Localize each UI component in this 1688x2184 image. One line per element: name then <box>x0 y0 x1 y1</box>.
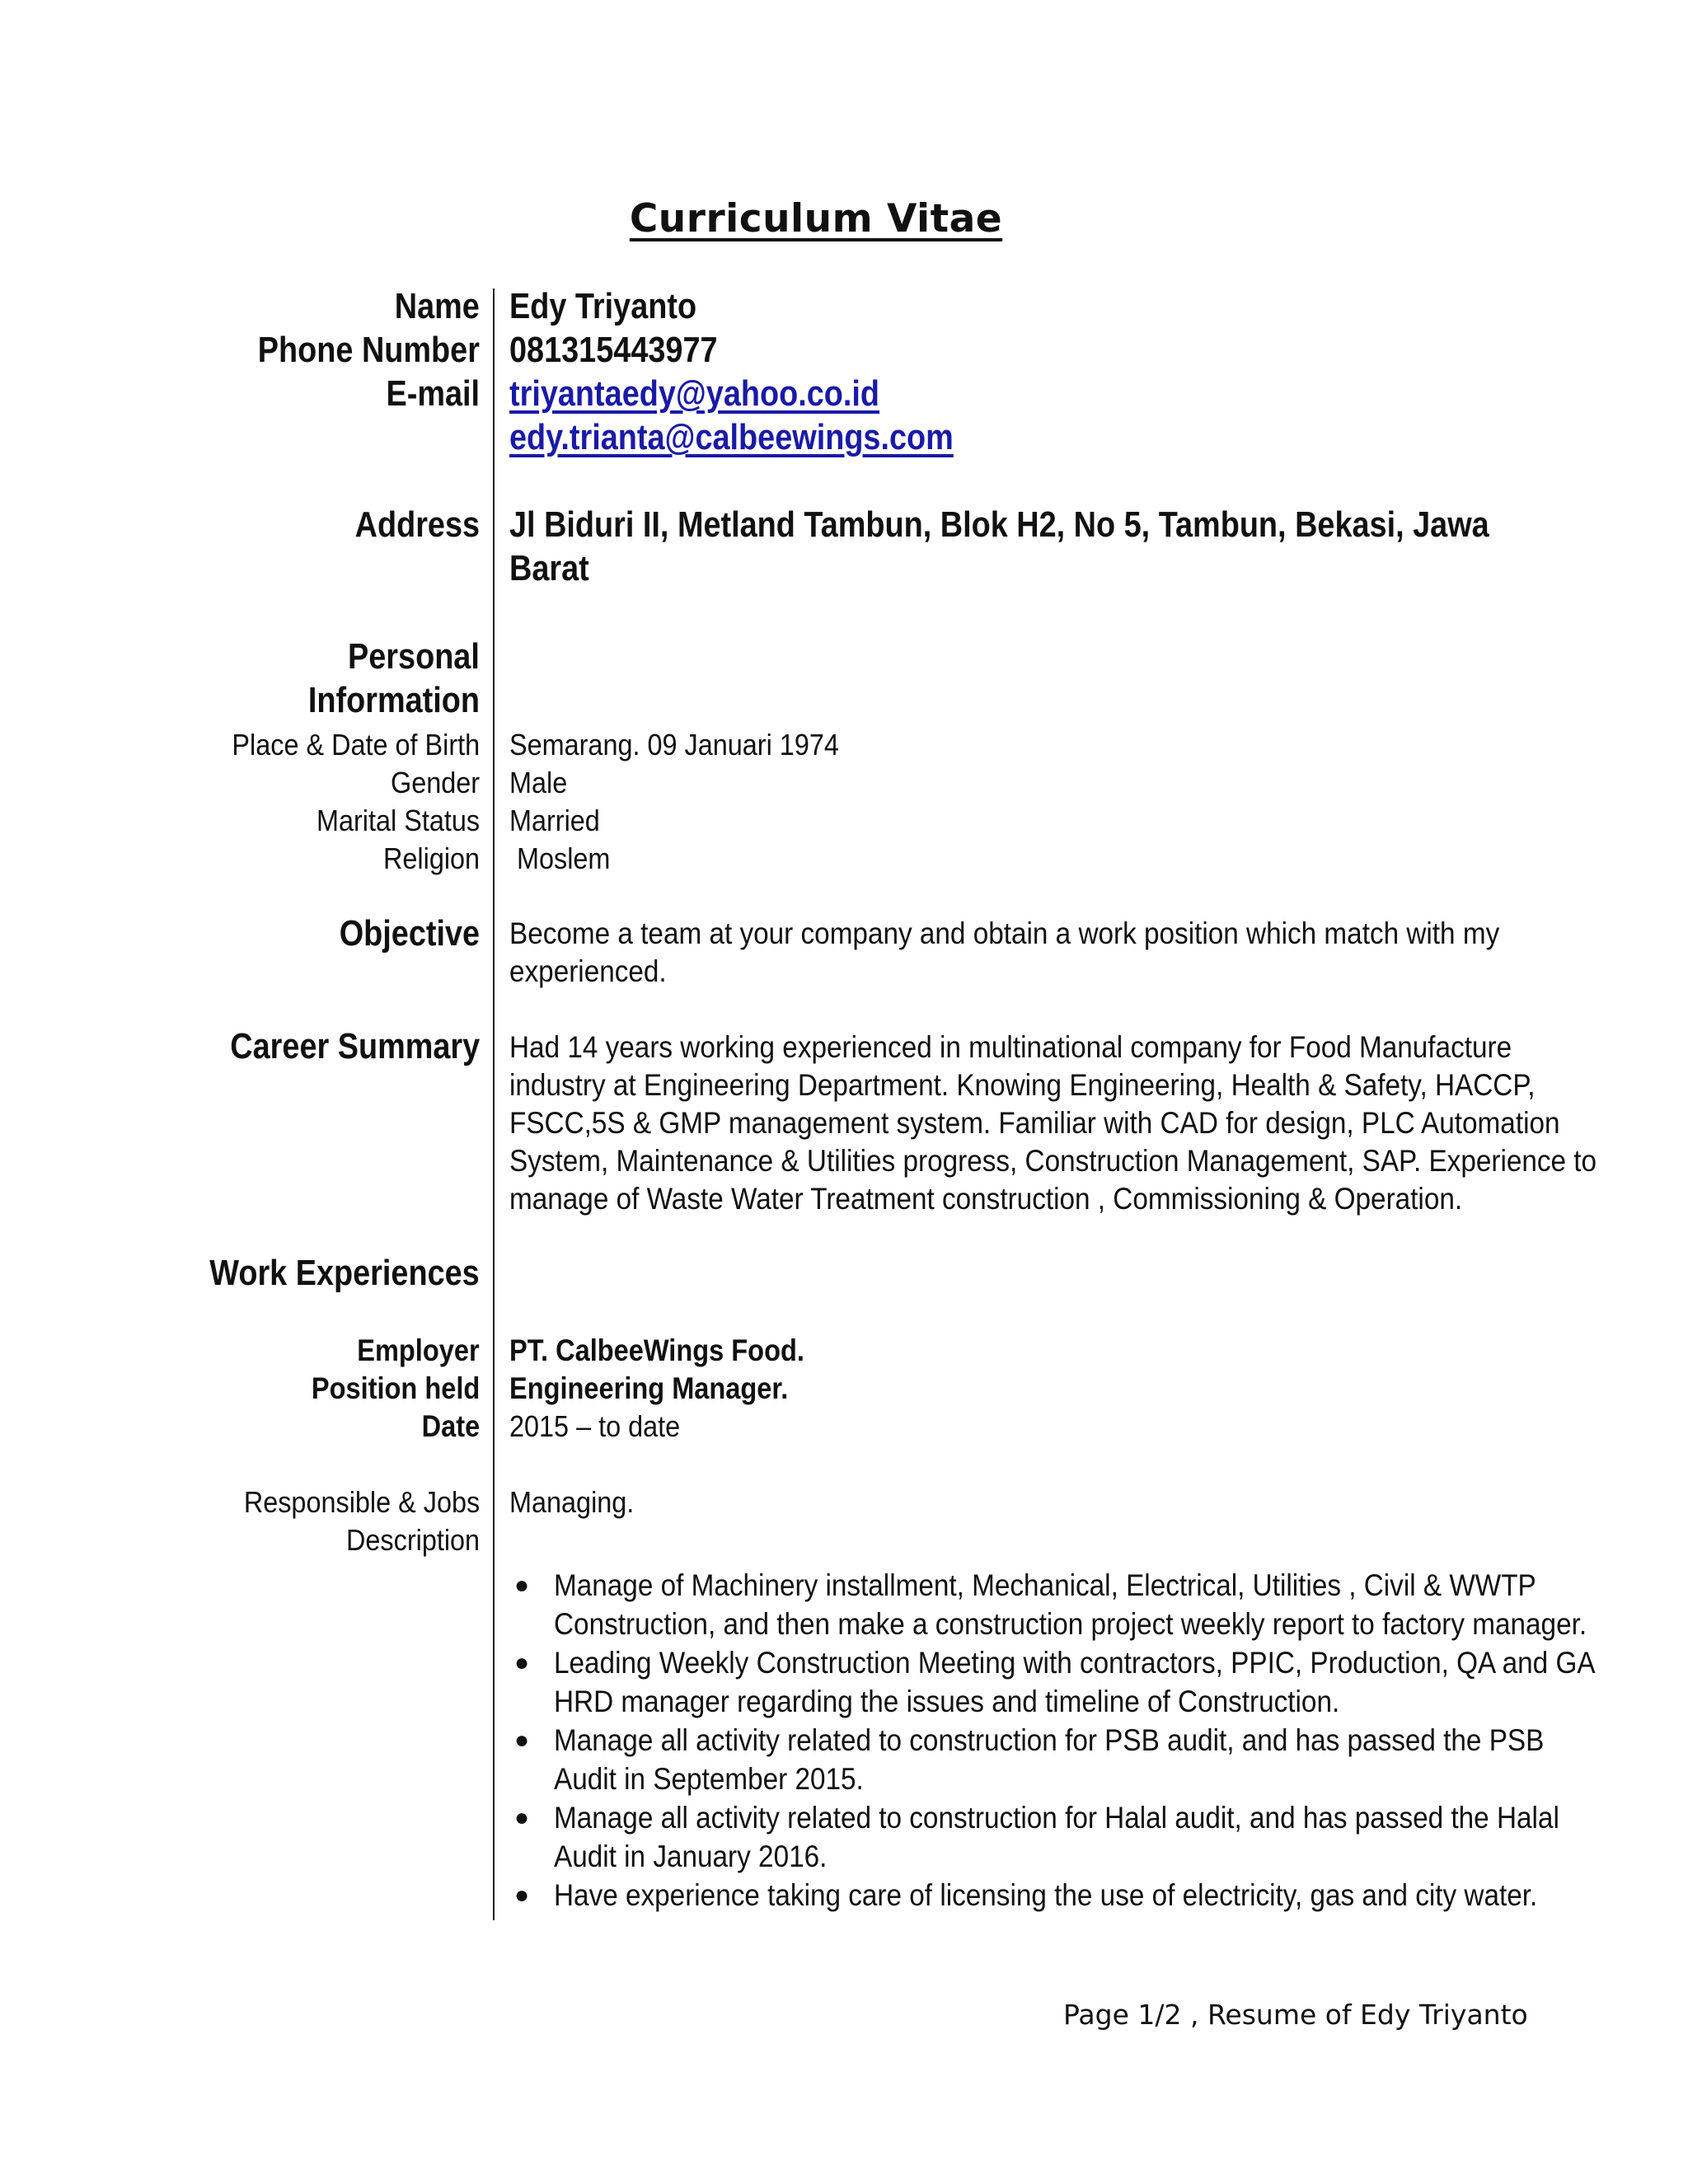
phone-value: 081315443977 <box>509 330 718 370</box>
religion-label: Religion <box>382 841 480 875</box>
bullet-2-line-1: Leading Weekly Construction Meeting with contractors, PPIC, Production, QA and GA <box>554 1646 1596 1680</box>
column-divider <box>493 288 495 1920</box>
career-line-4: System, Maintenance & Utilities progress, Construction Management, SAP. Experience to <box>509 1144 1597 1178</box>
name-label: Name <box>394 286 480 326</box>
career-summary-label: Career Summary <box>230 1026 480 1066</box>
objective-line-1: Become a team at your company and obtain a work position which match with my <box>509 916 1500 950</box>
position-value: Engineering Manager. <box>509 1371 789 1405</box>
list-item <box>509 1566 1688 1643</box>
marital-status-value: Married <box>509 804 600 837</box>
career-line-2: industry at Engineering Department. Knowing Engineering, Health & Safety, HACCP, <box>509 1068 1536 1102</box>
address-line-1: Jl Biduri II, Metland Tambun, Blok H2, No 5, Tambun, Bekasi, Jawa <box>509 504 1489 545</box>
objective-text <box>509 915 1563 991</box>
objective-line-2: experienced. <box>509 954 667 988</box>
list-item <box>509 1798 1688 1876</box>
bullet-icon: ● <box>514 1804 530 1831</box>
address-label: Address <box>354 504 480 545</box>
responsibilities-intro: Managing. <box>509 1485 635 1519</box>
bullet-icon: ● <box>514 1572 530 1599</box>
bullet-1-line-2: Construction, and then make a construction project weekly report to factory manager. <box>554 1607 1587 1641</box>
personal-heading-line-1: Personal <box>348 636 480 677</box>
bullet-2-line-2: HRD manager regarding the issues and timeline of Construction. <box>554 1685 1340 1718</box>
document-title: Curriculum Vitae <box>629 196 1003 241</box>
date-value: 2015 – to date <box>509 1409 681 1443</box>
email-link-yahoo[interactable]: triyantaedy@yahoo.co.id <box>509 373 880 414</box>
birth-label: Place & Date of Birth <box>232 728 480 762</box>
phone-label: Phone Number <box>257 330 480 370</box>
birth-value: Semarang. 09 Januari 1974 <box>509 728 839 762</box>
marital-status-label: Marital Status <box>316 804 480 837</box>
bullet-4-line-1: Manage all activity related to construction for Halal audit, and has passed the Halal <box>554 1801 1559 1835</box>
work-experiences-heading: Work Experiences <box>209 1253 480 1293</box>
career-line-1: Had 14 years working experienced in multinational company for Food Manufacture <box>509 1030 1512 1064</box>
date-label: Date <box>421 1409 480 1443</box>
bullet-4-line-2: Audit in January 2016. <box>554 1840 828 1873</box>
list-item <box>509 1721 1688 1798</box>
career-line-3: FSCC,5S & GMP management system. Familiar with CAD for design, PLC Automation <box>509 1106 1560 1140</box>
position-label: Position held <box>311 1371 480 1405</box>
employer-value: PT. CalbeeWings Food. <box>509 1333 804 1367</box>
page-footer: Page 1/2 , Resume of Edy Triyanto <box>1063 1999 1528 2031</box>
career-summary-text <box>509 1029 1597 1218</box>
employer-label: Employer <box>357 1333 480 1367</box>
bullet-icon: ● <box>514 1882 530 1909</box>
personal-heading-line-2: Information <box>307 680 480 720</box>
name-value: Edy Triyanto <box>509 286 697 326</box>
email-label: E-mail <box>386 373 480 414</box>
gender-label: Gender <box>390 766 480 799</box>
responsibilities-label-line-2: Description <box>345 1523 480 1557</box>
responsibilities-list <box>509 1566 1688 1915</box>
bullet-3-line-1: Manage all activity related to construction for PSB audit, and has passed the PSB <box>554 1723 1545 1757</box>
list-item <box>509 1876 1688 1915</box>
bullet-icon: ● <box>514 1727 530 1754</box>
list-item <box>509 1643 1688 1721</box>
bullet-icon: ● <box>514 1649 530 1676</box>
career-line-5: manage of Waste Water Treatment construction , Commissioning & Operation. <box>509 1182 1463 1216</box>
bullet-3-line-2: Audit in September 2015. <box>554 1762 864 1796</box>
religion-value: Moslem <box>517 841 611 875</box>
bullet-5-line-1: Have experience taking care of licensing the use of electricity, gas and city water. <box>554 1878 1538 1912</box>
responsibilities-label-line-1: Responsible & Jobs <box>243 1485 480 1519</box>
address-line-2: Barat <box>509 548 589 588</box>
objective-label: Objective <box>339 913 480 954</box>
bullet-1-line-1: Manage of Machinery installment, Mechanical, Electrical, Utilities , Civil & WWTP <box>554 1568 1536 1602</box>
gender-value: Male <box>509 766 568 799</box>
email-link-calbeewings[interactable]: edy.trianta@calbeewings.com <box>509 417 954 457</box>
